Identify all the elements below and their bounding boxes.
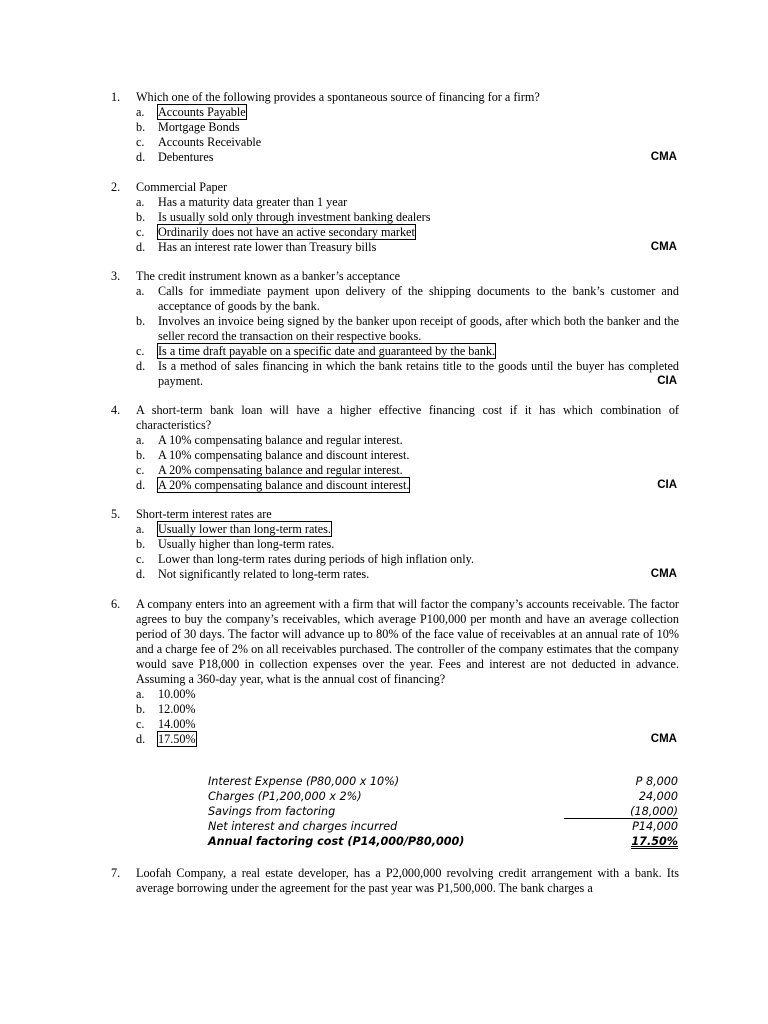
option-c: c. Ordinarily does not have an active secondary market <box>136 225 415 239</box>
source-label: CMA <box>650 568 677 580</box>
source-label: CIA <box>657 479 677 491</box>
source-label: CMA <box>650 733 677 745</box>
question-number: 5. <box>111 507 121 521</box>
option-a: a. Calls for immediate payment upon delivery of the shipping documents to the bank’s customer and acceptance of goods by the bank. <box>136 284 679 313</box>
question-1 <box>111 90 679 165</box>
option-d: d. Debentures CMA <box>136 150 677 164</box>
solution-row: Net interest and charges incurred P14,000 <box>208 820 678 833</box>
question-text: The credit instrument known as a banker’s acceptance <box>136 269 401 283</box>
option-d: d. Not significantly related to long-term rates. CMA <box>136 567 677 581</box>
option-c: c. A 20% compensating balance and regular interest. <box>136 463 403 477</box>
option-a: a. A 10% compensating balance and regular interest. <box>136 433 403 447</box>
answer-box: 17.50% <box>158 732 196 746</box>
question-number: 4. <box>111 403 121 417</box>
option-b: b. Mortgage Bonds <box>136 120 240 134</box>
question-number: 7. <box>111 866 121 880</box>
question-number: 3. <box>111 269 121 283</box>
answer-box: Accounts Payable <box>158 105 246 119</box>
question-text: Short-term interest rates are <box>136 507 272 521</box>
option-b: b. 12.00% <box>136 702 196 716</box>
question-text: Which one of the following provides a spontaneous source of financing for a firm? <box>136 90 540 104</box>
option-b: b. Is usually sold only through investment banking dealers <box>136 210 431 224</box>
option-a: a. 10.00% <box>136 687 196 701</box>
solution-row: Savings from factoring (18,000) <box>208 805 678 818</box>
solution-total-row: Annual factoring cost (P14,000/P80,000) 17.50% <box>208 835 678 848</box>
option-d: d. Is a method of sales financing in which the bank retains title to the goods until the buyer has completed payment. CIA <box>136 359 679 388</box>
answer-box: Usually lower than long-term rates. <box>158 522 331 536</box>
answer-box: A 20% compensating balance and discount interest. <box>158 478 410 492</box>
answer-box: Is a time draft payable on a specific date and guaranteed by the bank. <box>158 344 496 358</box>
answer-box: Ordinarily does not have an active secondary market <box>158 225 415 239</box>
question-text: Commercial Paper <box>136 180 228 194</box>
option-c: c. Lower than long-term rates during periods of high inflation only. <box>136 552 475 566</box>
option-a: a. Usually lower than long-term rates. <box>136 522 331 536</box>
question-2 <box>111 180 679 255</box>
source-label: CIA <box>657 375 677 387</box>
option-d: d. A 20% compensating balance and discount interest. CIA <box>136 478 677 492</box>
question-6 <box>111 597 679 747</box>
option-b: b. A 10% compensating balance and discount interest. <box>136 448 410 462</box>
option-c: c. Is a time draft payable on a specific date and guaranteed by the bank. <box>136 344 496 358</box>
option-a: a. Accounts Payable <box>136 105 246 119</box>
question-number: 2. <box>111 180 121 194</box>
question-number: 1. <box>111 90 121 104</box>
question-4 <box>111 403 679 493</box>
question-text: A short-term bank loan will have a higher effective financing cost if it has which combination of characteristics? <box>136 403 679 432</box>
question-text: A company enters into an agreement with a firm that will factor the company’s accounts receivable. The factor agrees to buy the company’s receivables, which average P100,000 per month and have an average collection period of 30 days. The factor will advance up to 80% of the face value of receivables at an annual rate of 10% and a charge fee of 2% on all receivables purchased. The controller of the company estimates that the company would save P18,000 in collection expenses over the year. Fees and interest are not deducted in advance. Assuming a 360-day year, what is the annual cost of financing? <box>136 597 679 686</box>
solution-table <box>208 774 678 849</box>
option-c: c. 14.00% <box>136 717 196 731</box>
solution-row: Charges (P1,200,000 x 2%) 24,000 <box>208 790 678 803</box>
question-3 <box>111 269 679 389</box>
option-b: b. Involves an invoice being signed by the banker upon receipt of goods, after which both the banker and the seller record the transaction on their respective books. <box>136 314 679 343</box>
question-text: Loofah Company, a real estate developer, has a P2,000,000 revolving credit arrangement with a bank. Its average borrowing under the agreement for the past year was P1,500,000. The bank charges a <box>136 866 679 895</box>
source-label: CMA <box>650 151 677 163</box>
question-number: 6. <box>111 597 121 611</box>
option-b: b. Usually higher than long-term rates. <box>136 537 335 551</box>
option-a: a. Has a maturity data greater than 1 year <box>136 195 348 209</box>
solution-row: Interest Expense (P80,000 x 10%) P 8,000 <box>208 775 678 788</box>
question-5 <box>111 507 679 582</box>
option-d: d. 17.50% CMA <box>136 732 677 746</box>
option-d: d. Has an interest rate lower than Treasury bills CMA <box>136 240 677 254</box>
source-label: CMA <box>650 241 677 253</box>
question-7 <box>111 866 679 896</box>
option-c: c. Accounts Receivable <box>136 135 262 149</box>
